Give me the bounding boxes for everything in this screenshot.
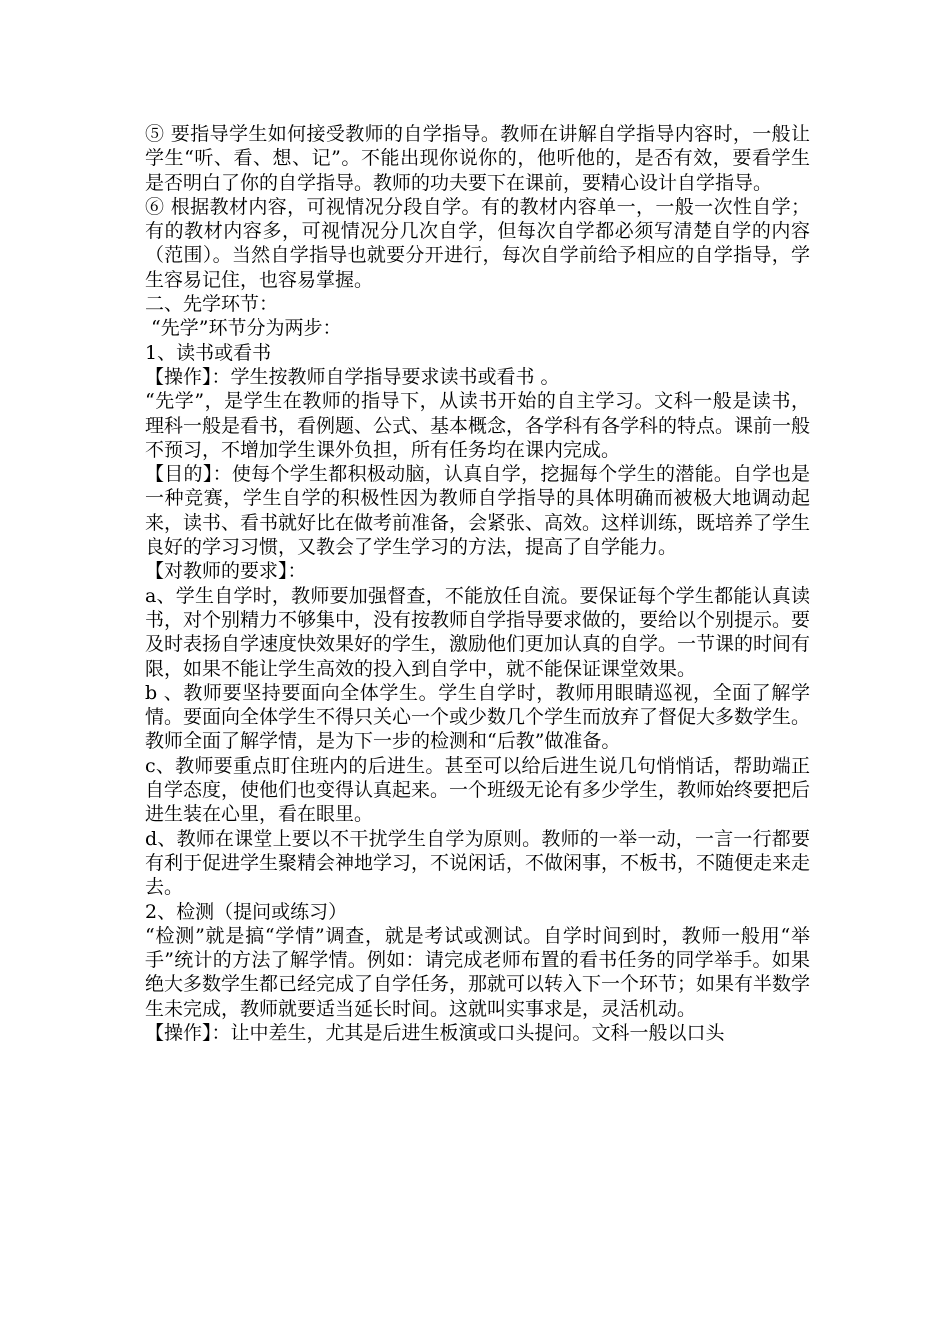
paragraph-purpose: 【目的】：使每个学生都积极动脑，认真自学，挖掘每个学生的潜能。自学也是一种竞赛，学生自学的积极性因为教师自学指导的具体明确而被极大地调动起来，读书、看书就好比在做考前准备，会紧张、高效。这样训练，既培养了学生良好的学习习惯，又教会了学生学习的方法，提高了自学能力。 [145,463,811,559]
subheading-reading: 1、读书或看书 [145,341,272,364]
paragraph-xianxue-definition: “先学”，是学生在教师的指导下，从读书开始的自主学习。文科一般是读书，理科一般是看书，看例题、公式、基本概念，各学科有各学科的特点。课前一般不预习，不增加学生课外负担，所有任务均在课内完成。 [145,390,811,461]
paragraph-operation-1: 【操作】：学生按教师自学指导要求读书或看书 。 [145,365,560,388]
document-page [145,122,810,1045]
paragraph-requirement-b: b 、教师要坚持要面向全体学生。学生自学时，教师用眼睛巡视，全面了解学情。要面向全体学生不得只关心一个或少数几个学生而放弃了督促大多数学生。教师全面了解学情，是为下一步的检测和“后教”做准备。 [145,681,811,753]
subheading-testing: 2、检测（提问或练习） [145,900,348,923]
paragraph-segmented-selfstudy: ⑥ 根据教材内容，可视情况分段自学。有的教材内容单一，一般一次性自学；有的教材内容多，可视情况分几次自学，但每次自学都必须写清楚自学的内容（范围）。当然自学指导也就要分开进行，每次自学前给予相应的自学指导，学生容易记住，也容易掌握。 [145,195,810,291]
paragraph-guide-acceptance: ⑤ 要指导学生如何接受教师的自学指导。教师在讲解自学指导内容时，一般让学生“听、看、想、记”。不能出现你说你的，他听他的，是否有效，要看学生是否明白了你的自学指导。教师的功夫要下在课前，要精心设计自学指导。 [145,123,810,194]
paragraph-testing-definition: “检测”就是搞“学情”调查，就是考试或测试。自学时间到时，教师一般用“举手”统计的方法了解学情。例如：请完成老师布置的看书任务的同学举手。如果绝大多数学生都已经完成了自学任务，那就可以转入下一个环节；如果有半数学生未完成，教师就要适当延长时间。这就叫实事求是，灵活机动。 [145,924,811,1020]
subheading-teacher-requirements: 【对教师的要求】： [145,560,307,583]
section-heading-xianxue: 二、先学环节： [145,293,279,316]
paragraph-two-steps: “先学”环节分为两步： [145,317,342,340]
paragraph-requirement-c: c、教师要重点盯住班内的后进生。甚至可以给后进生说几句悄悄话，帮助端正自学态度，使他们也变得认真起来。一个班级无论有多少学生，教师始终要把后进生装在心里，看在眼里。 [145,754,811,826]
paragraph-requirement-a: a、学生自学时，教师要加强督查，不能放任自流。要保证每个学生都能认真读书，对个别精力不够集中，没有按教师自学指导要求做的，要给以个别提示。要及时表扬自学速度快效果好的学生，激励他们更加认真的自学。一节课的时间有限，如果不能让学生高效的投入到自学中，就不能保证课堂效果。 [145,584,811,680]
paragraph-operation-2: 【操作】：让中差生，尤其是后进生板演或口头提问。文科一般以口头 [145,1021,725,1044]
paragraph-requirement-d: d、教师在课堂上要以不干扰学生自学为原则。教师的一举一动，一言一行都要有利于促进学生聚精会神地学习，不说闲话，不做闲事，不板书，不随便走来走去。 [145,827,811,899]
